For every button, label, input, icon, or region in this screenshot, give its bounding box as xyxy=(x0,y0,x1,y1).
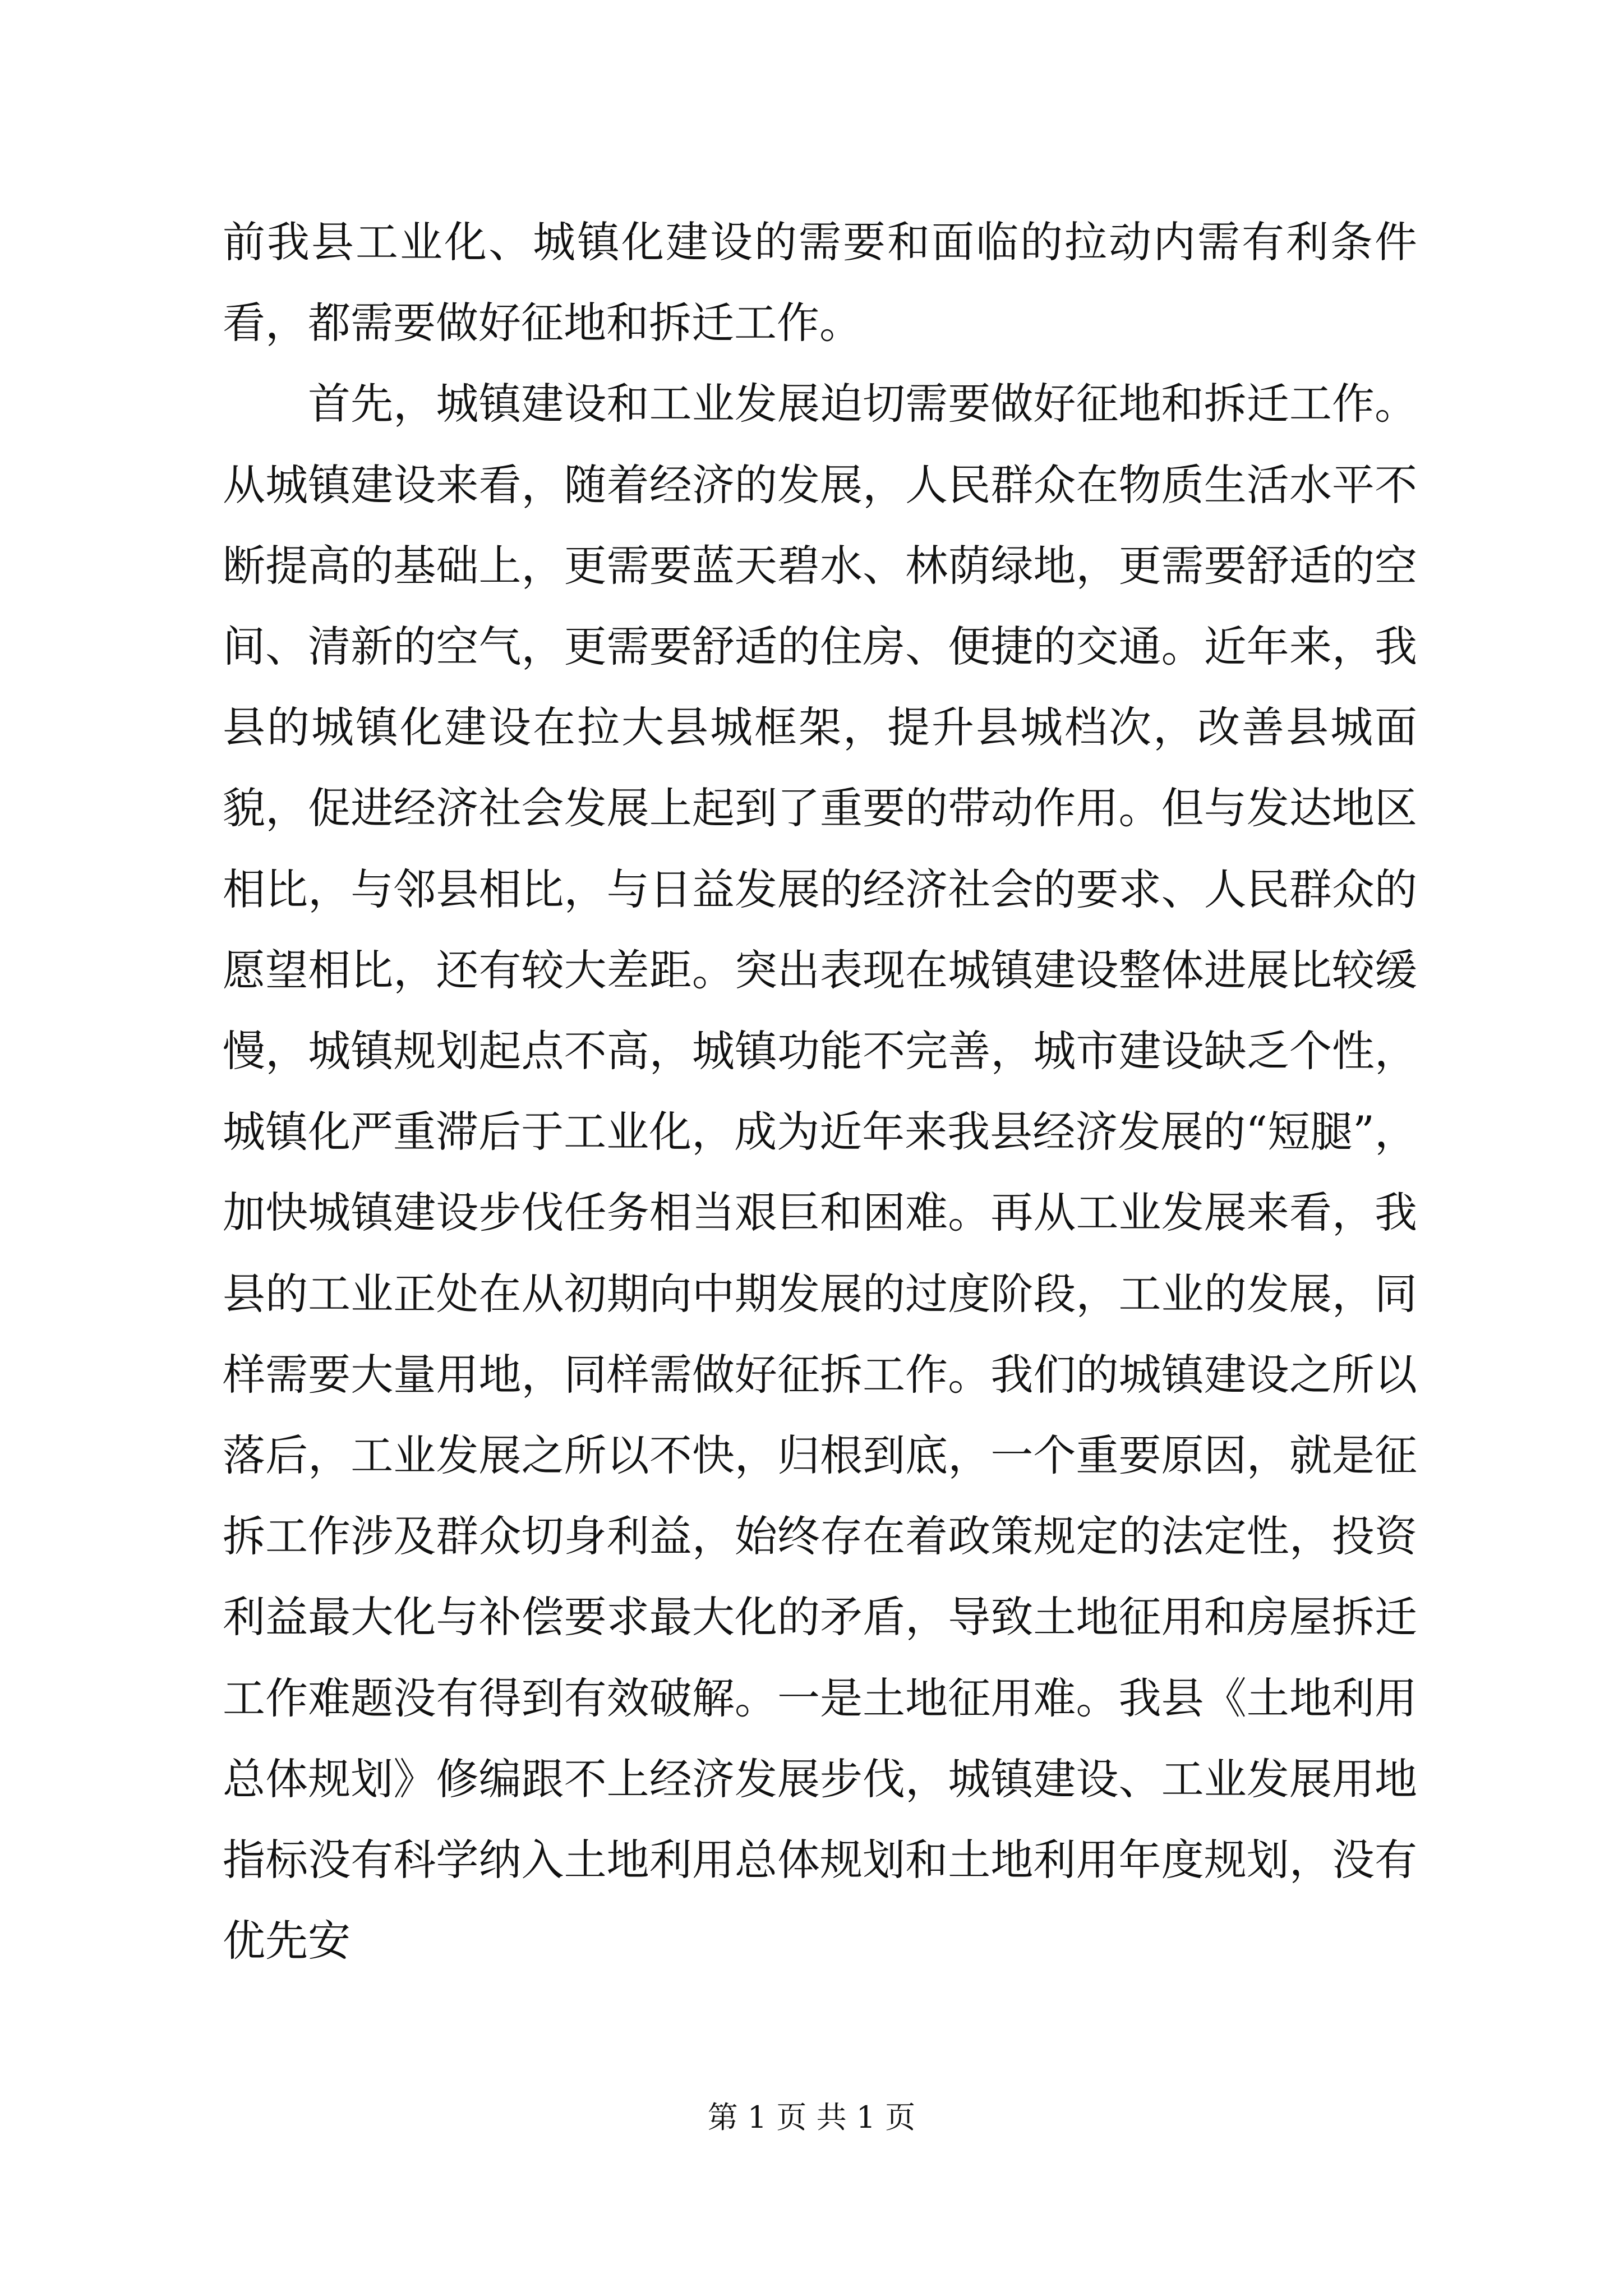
paragraph-1: 前我县工业化、城镇化建设的需要和面临的拉动内需有利条件看，都需要做好征地和拆迁工作。 xyxy=(223,217,1417,348)
page-footer: 第 1 页 共 1 页 xyxy=(707,2100,916,2135)
body-text xyxy=(223,202,1417,1981)
paragraph-2: 首先，城镇建设和工业发展迫切需要做好征地和拆迁工作。从城镇建设来看，随着经济的发展，人民群众在物质生活水平不断提高的基础上，更需要蓝天碧水、林荫绿地，更需要舒适的空间、清新的空气，更需要舒适的住房、便捷的交通。近年来，我县的城镇化建设在拉大县城框架，提升县城档次，改善县城面貌，促进经济社会发展上起到了重要的带动作用。但与发达地区相比，与邻县相比，与日益发展的经济社会的要求、人民群众的愿望相比，还有较大差距。突出表现在城镇建设整体进展比较缓慢，城镇规划起点不高，城镇功能不完善，城市建设缺乏个性，城镇化严重滞后于工业化，成为近年来我县经济发展的“短腿”，加快城镇建设步伐任务相当艰巨和困难。再从工业发展来看，我县的工业正处在从初期向中期发展的过度阶段，工业的发展，同样需要大量用地，同样需做好征拆工作。我们的城镇建设之所以落后，工业发展之所以不快，归根到底，一个重要原因，就是征拆工作涉及群众切身利益，始终存在着政策规定的法定性，投资利益最大化与补偿要求最大化的矛盾，导致土地征用和房屋拆迁工作难题没有得到有效破解。一是土地征用难。我县《土地利用总体规划》修编跟不上经济发展步伐，城镇建设、工业发展用地指标没有科学纳入土地利用总体规划和土地利用年度规划，没有优先安 xyxy=(223,379,1417,1966)
